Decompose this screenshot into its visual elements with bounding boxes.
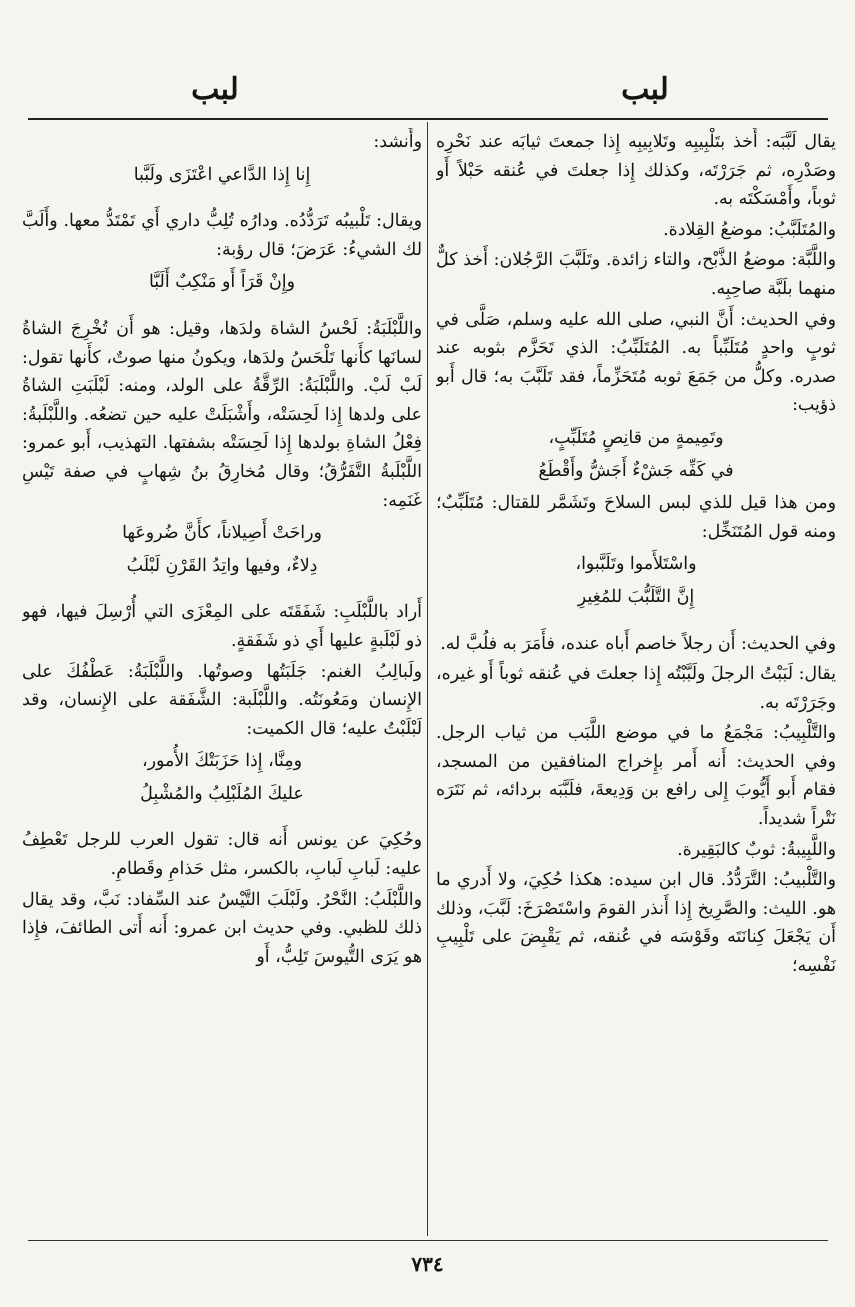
verse-line: وراحَتْ أَصِيلاناً، كأَنَّ ضُروعَها: [122, 523, 322, 544]
column-separator: [427, 122, 428, 1236]
entry-paragraph: وحُكِيَ عن يونس أَنه قال: تقول العرب للرجل تَعْطِفُ عليه: لَبابِ لَبابِ، بالكسر، مثل حَذامِ وقَطامِ.: [22, 830, 422, 880]
entry-paragraph: واللَّبِيبةُ: ثوبٌ كالبَقِيرة.: [677, 839, 836, 860]
entry-paragraph: واللَّبْلَبُ: النَّحْرُ. ولَبْلَبَ التَّيْسُ عند السِّفاد: نَبَّ، وقد يقال ذلك للظبي. وفي حديث ابن عمرو: أَنه أَتى الطائفَ، فإِذا هو يَرَى التُّيوسَ تَلِبُّ، أَو: [22, 889, 422, 967]
spacer: [22, 301, 422, 315]
top-rule: [28, 118, 828, 120]
bottom-rule: [28, 1240, 828, 1241]
entry-paragraph: واللَّبْلَبَةُ: لَحْسُ الشاة ولدَها، وقيل: هو أَن تُخْرِجَ الشاةُ لسانَها كأَنها تَلْحَسُ ولدَها، ويكونُ منها صوتٌ، كأَنها تقول: لَبْ لَبْ. واللَّبْلَبَةُ: الرِّقَّةُ على الولد، ومنه: لَبْلَبَتِ الشاةُ على ولدها إِذا لَحِسَتْه، وأَشْبَلَتْ عليه حين تضعُه. واللَّبْلَبةُ: فِعْلُ الشاةِ بولدها إِذا لَحِسَتْه بشفتها. التهذيب، أَبو عمرو: اللَّبْلَبةُ التَّفَرُّقُ؛ وقال مُخارِقُ بنُ شِهابٍ في صفة تَيْسِ غَنَمِه:: [22, 318, 422, 511]
verse-line: ومِنَّا، إِذا حَزَبَتْكَ الأُمور،: [141, 751, 302, 772]
spacer: [436, 616, 836, 630]
entry-paragraph: وفي الحديث: أَن رجلاً خاصم أَباه عنده، فأَمَرَ به فلُبَّ له.: [440, 633, 836, 654]
entry-paragraph: أَراد باللَّبْلَبِ: شَفَقَتَه على المِعْزَى التي أُرْسِلَ فيها، فهو ذو لَبْلَبةٍ عليها أَي ذو شَفَقةٍ.: [22, 602, 422, 651]
verse-line: وتَمِيمةٍ من قانِصٍ مُتَلَبِّبٍ،: [548, 427, 724, 448]
spacer: [22, 193, 422, 207]
verse-line: وإِنْ قَرَاً أَو مَنْكِبٌ أَلَبَّا: [148, 272, 295, 293]
entry-paragraph: يقال لَبَّبَه: أَخذ بتَلْبِيبِه وتَلابِيبِه إِذا جمعتَ ثيابَه عند نَحْرِه وصَدْرِه، ثم جَرَرْتَه، وكذلك إِذا جعلتَ في عُنقه حَبْلاً أَو ثوباً، وأَمْسَكْتَه به.: [436, 132, 836, 210]
right-column: [436, 128, 836, 1234]
spacer: [22, 584, 422, 598]
entry-paragraph: وفي الحديث: أَنَّ النبي، صلى الله عليه وسلم، صَلَّى في ثوبٍ واحدٍ مُتَلَبِّباً به. المُتَلَبِّبُ: الذي تَحَزَّم بثوبه عند صدره. وكلُّ من جَمَعَ ثوبه مُتَحَزِّماً، فقد تَلَبَّبَ به؛ قال أَبو ذؤيب:: [436, 309, 836, 416]
entry-paragraph: يقال: لَبَبْتُ الرجلَ ولَبَّبْتُه إِذا جعلتَ في عُنقه ثوباً أَو غيره، وجَرَرْتَه به.: [436, 664, 836, 713]
entry-paragraph: ولَبالِبُ الغنم: جَلَبَتُها وصوتُها. واللَّبْلَبَةُ: عَطْفُكَ على الإِنسان ومَعُونَتُه. واللَّبْلَبة: الشَّفَقة على الإِنسان، وقد لَبْلَبْتُ عليه؛ قال الكميت:: [22, 661, 422, 739]
verse-line: عليكَ المُلَبْلِبُ والمُشْبِلُ: [140, 783, 304, 804]
right-headword: لبب: [621, 72, 669, 107]
entry-paragraph: والتَّلْبيبُ: التَّرَدُّدُ. قال ابن سيده: هكذا حُكِيَ، ولا أَدري ما هو. الليث: والصَّرِيخ إِذا أَنذر القومَ واسْتَصْرَخَ: لَبَّبَ، وذلك أَن يَجْعَلَ كِنانَتَه وقَوْسَه في عُنقه، ثم يَقْبِضَ على تَلْبِيبِ نَفْسِه؛: [436, 870, 836, 977]
verse-line: دِلاءٌ، وفيها واتِدُ القَرْنِ لَبْلَبُ: [126, 555, 318, 576]
entry-paragraph: واللَّبَّة: موضعُ الذَّبْح، والتاء زائدة. وتَلَبَّبَ الرَّجُلان: أَخذ كلٌّ منهما بلَبَّة صاحِبِه.: [436, 250, 836, 299]
entry-paragraph: وأَنشد:: [373, 132, 422, 152]
verse-line: في كَفِّه جَشْءٌ أَجَشُّ وأَقْطَعُ: [538, 460, 734, 481]
verse-line: إِنَّ التَّلَبُّبَ للمُغِيرِ: [577, 586, 695, 607]
verse-line: إِنا إِذا الدَّاعي اعْتَزَى ولَبَّبا: [133, 164, 311, 185]
page-number: ٧٣٤: [411, 1252, 444, 1276]
left-headword: لبب: [191, 72, 239, 107]
entry-paragraph: والمُتَلَبَّبُ: موضعُ القِلادة.: [663, 219, 836, 240]
entry-paragraph: ويقال: تَلْبيبُه تَرَدُّدُه. ودارُه تُلِبُّ داري أَي تَمْتَدُّ معها. وأَلَبَّ لك الشيءُ: عَرَضَ؛ قال رؤبة:: [22, 211, 422, 260]
spacer: [22, 812, 422, 826]
left-column: [22, 128, 422, 1234]
entry-paragraph: ومن هذا قيل للذي لبس السلاحَ وتَشَمَّر للقتال: مُتَلَبِّبٌ؛ ومنه قول المُتَنَخِّل:: [436, 493, 836, 542]
entry-paragraph: والتَّلْبِيبُ: مَجْمَعُ ما في موضع اللَّبَب من ثياب الرجل. وفي الحديث: أَنه أَمر بإِخراج المنافقين من المسجد، فقام أَبو أَيُّوبَ إِلى رافع بن وَدِيعةَ، فلَبَّبَه بردائه، ثم نَتَرَه نَتْراً شديداً.: [436, 723, 836, 830]
verse-line: واسْتَلأَموا وتَلَبَّبوا،: [575, 554, 697, 575]
